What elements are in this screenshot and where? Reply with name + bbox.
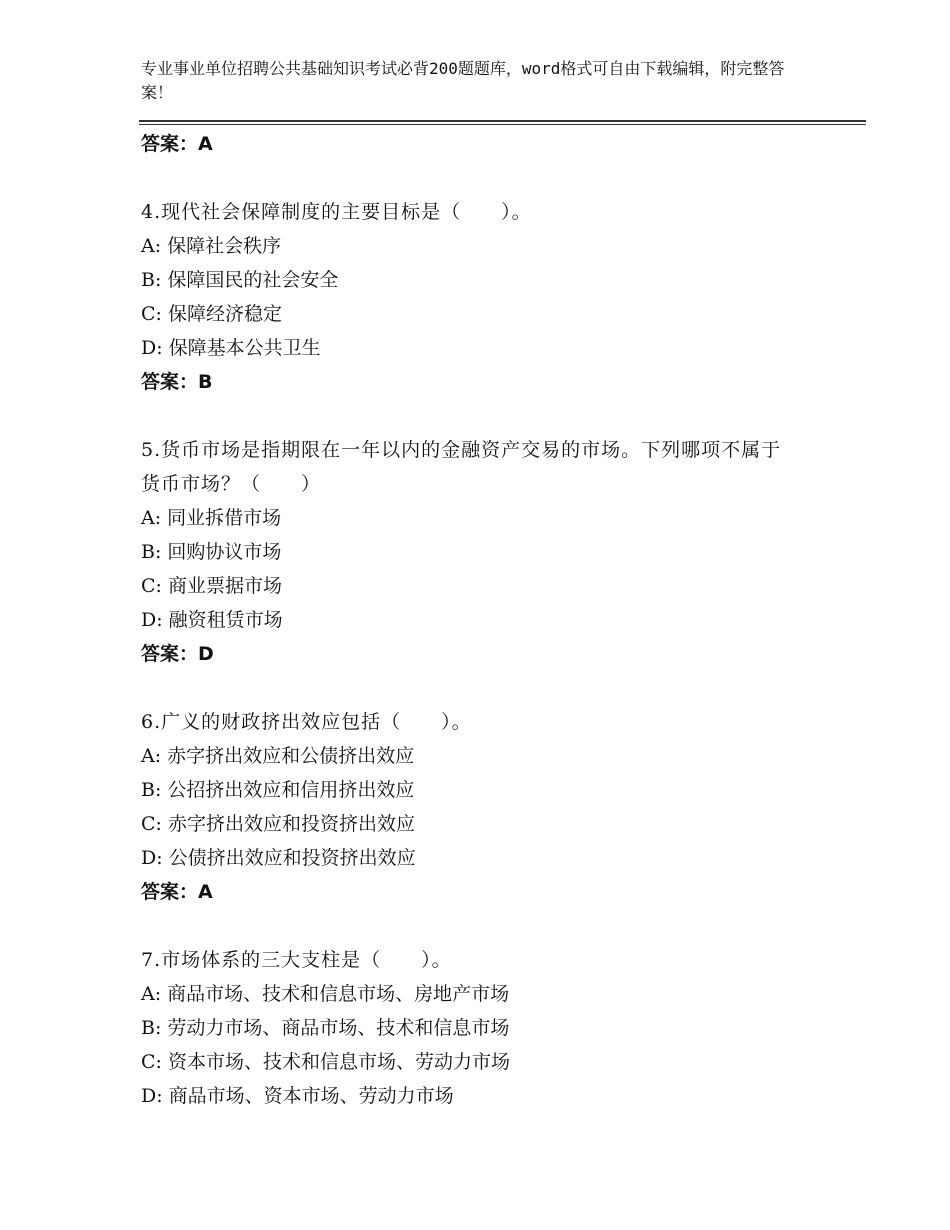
option-c: C: 资本市场、技术和信息市场、劳动力市场: [141, 1051, 510, 1073]
answer-label: 答案：A: [141, 133, 213, 155]
option-b: B: 公招挤出效应和信用挤出效应: [141, 779, 415, 801]
option-a: A: 赤字挤出效应和公债挤出效应: [141, 745, 415, 767]
option-d: D: 公债挤出效应和投资挤出效应: [141, 847, 416, 869]
document-header: 专业事业单位招聘公共基础知识考试必背200题题库，word格式可自由下载编辑，附完整答案！: [141, 59, 785, 102]
question-block: [141, 705, 841, 909]
option-d: D: 融资租赁市场: [141, 609, 283, 631]
header-rule-thick: [139, 120, 866, 122]
question-block: [141, 195, 841, 399]
answer-label: 答案：D: [141, 643, 214, 665]
option-c: C: 商业票据市场: [141, 575, 282, 597]
option-b: B: 劳动力市场、商品市场、技术和信息市场: [141, 1017, 510, 1039]
option-c: C: 赤字挤出效应和投资挤出效应: [141, 813, 415, 835]
option-d: D: 商品市场、资本市场、劳动力市场: [141, 1085, 454, 1107]
question-block: [141, 943, 841, 1113]
question-block: [141, 433, 841, 671]
option-b: B: 保障国民的社会安全: [141, 269, 339, 291]
option-a: A: 保障社会秩序: [141, 235, 282, 257]
header-rule-thin: [139, 124, 866, 125]
option-b: B: 回购协议市场: [141, 541, 282, 563]
option-d: D: 保障基本公共卫生: [141, 337, 321, 359]
answer-label: 答案：B: [141, 371, 213, 393]
answer-label: 答案：A: [141, 881, 213, 903]
question-stem: 7.市场体系的三大支柱是（ ）。: [141, 949, 452, 971]
option-c: C: 保障经济稳定: [141, 303, 282, 325]
question-stem: 6.广义的财政挤出效应包括（ ）。: [141, 711, 472, 733]
option-a: A: 同业拆借市场: [141, 507, 282, 529]
option-a: A: 商品市场、技术和信息市场、房地产市场: [141, 983, 510, 1005]
question-stem: 5.货币市场是指期限在一年以内的金融资产交易的市场。下列哪项不属于货币市场？（ ）: [141, 439, 782, 495]
question-stem: 4.现代社会保障制度的主要目标是（ ）。: [141, 201, 532, 223]
question-list: [141, 127, 841, 1113]
